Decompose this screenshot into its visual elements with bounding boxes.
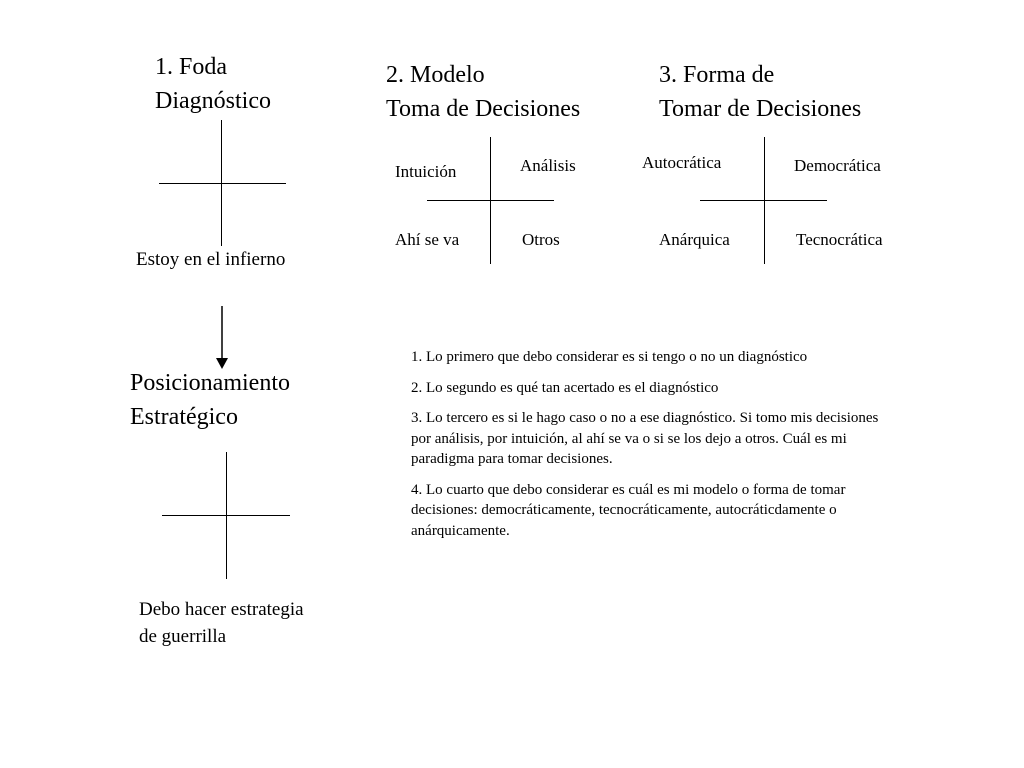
modelo-title — [386, 58, 580, 126]
forma-quadrant-top-right: Democrática — [794, 156, 881, 175]
forma-quadrant-bottom-right: Tecnocrática — [796, 230, 883, 249]
notes-list — [411, 347, 881, 551]
forma-title — [659, 58, 861, 126]
foda-title — [155, 50, 271, 118]
posicionamiento-title-line1: Posicionamiento — [130, 370, 290, 396]
posicionamiento-caption-line1: Debo hacer estrategia — [139, 599, 304, 620]
posicionamiento-caption-line2: de guerrilla — [139, 626, 227, 647]
forma-title-line1: 3. Forma de — [659, 62, 775, 88]
note-item: 2. Lo segundo es qué tan acertado es el diagnóstico — [411, 379, 719, 396]
modelo-title-line2: Toma de Decisiones — [386, 96, 581, 122]
forma-quadrant-bottom-left: Anárquica — [659, 230, 730, 249]
foda-title-line1: 1. Foda — [155, 54, 227, 80]
note-item: 4. Lo cuarto que debo considerar es cuál es mi modelo o forma de tomar decisiones: democráticamente, tecnocráticamente, autocráticdamente o anárquicamente. — [411, 481, 846, 539]
note-item: 1. Lo primero que debo considerar es si tengo o no un diagnóstico — [411, 349, 808, 365]
modelo-quadrant-top-left: Intuición — [395, 162, 457, 181]
note-item: 3. Lo tercero es si le hago caso o no a ese diagnóstico. Si tomo mis decisiones por análisis, por intuición, al ahí se va o si se los dejo a otros. Cuál es mi paradigma para tomar decisiones. — [411, 410, 879, 467]
foda-cross-horizontal — [159, 183, 286, 184]
modelo-quadrant-bottom-right: Otros — [522, 230, 560, 249]
modelo-quadrant-top-right: Análisis — [520, 156, 576, 175]
forma-quadrant-top-left: Autocrática — [642, 153, 722, 172]
down-arrow-icon — [212, 306, 232, 370]
posicionamiento-cross-horizontal — [162, 515, 290, 516]
posicionamiento-caption — [139, 596, 304, 650]
modelo-title-line1: 2. Modelo — [386, 62, 485, 88]
foda-title-line2: Diagnóstico — [155, 88, 271, 114]
modelo-cross-horizontal — [427, 200, 554, 201]
modelo-quadrant-bottom-left: Ahí se va — [395, 230, 460, 249]
posicionamiento-title — [130, 366, 290, 434]
forma-cross-horizontal — [700, 200, 827, 201]
posicionamiento-title-line2: Estratégico — [130, 404, 238, 430]
foda-caption: Estoy en el infierno — [136, 249, 286, 270]
forma-title-line2: Tomar de Decisiones — [659, 96, 862, 122]
